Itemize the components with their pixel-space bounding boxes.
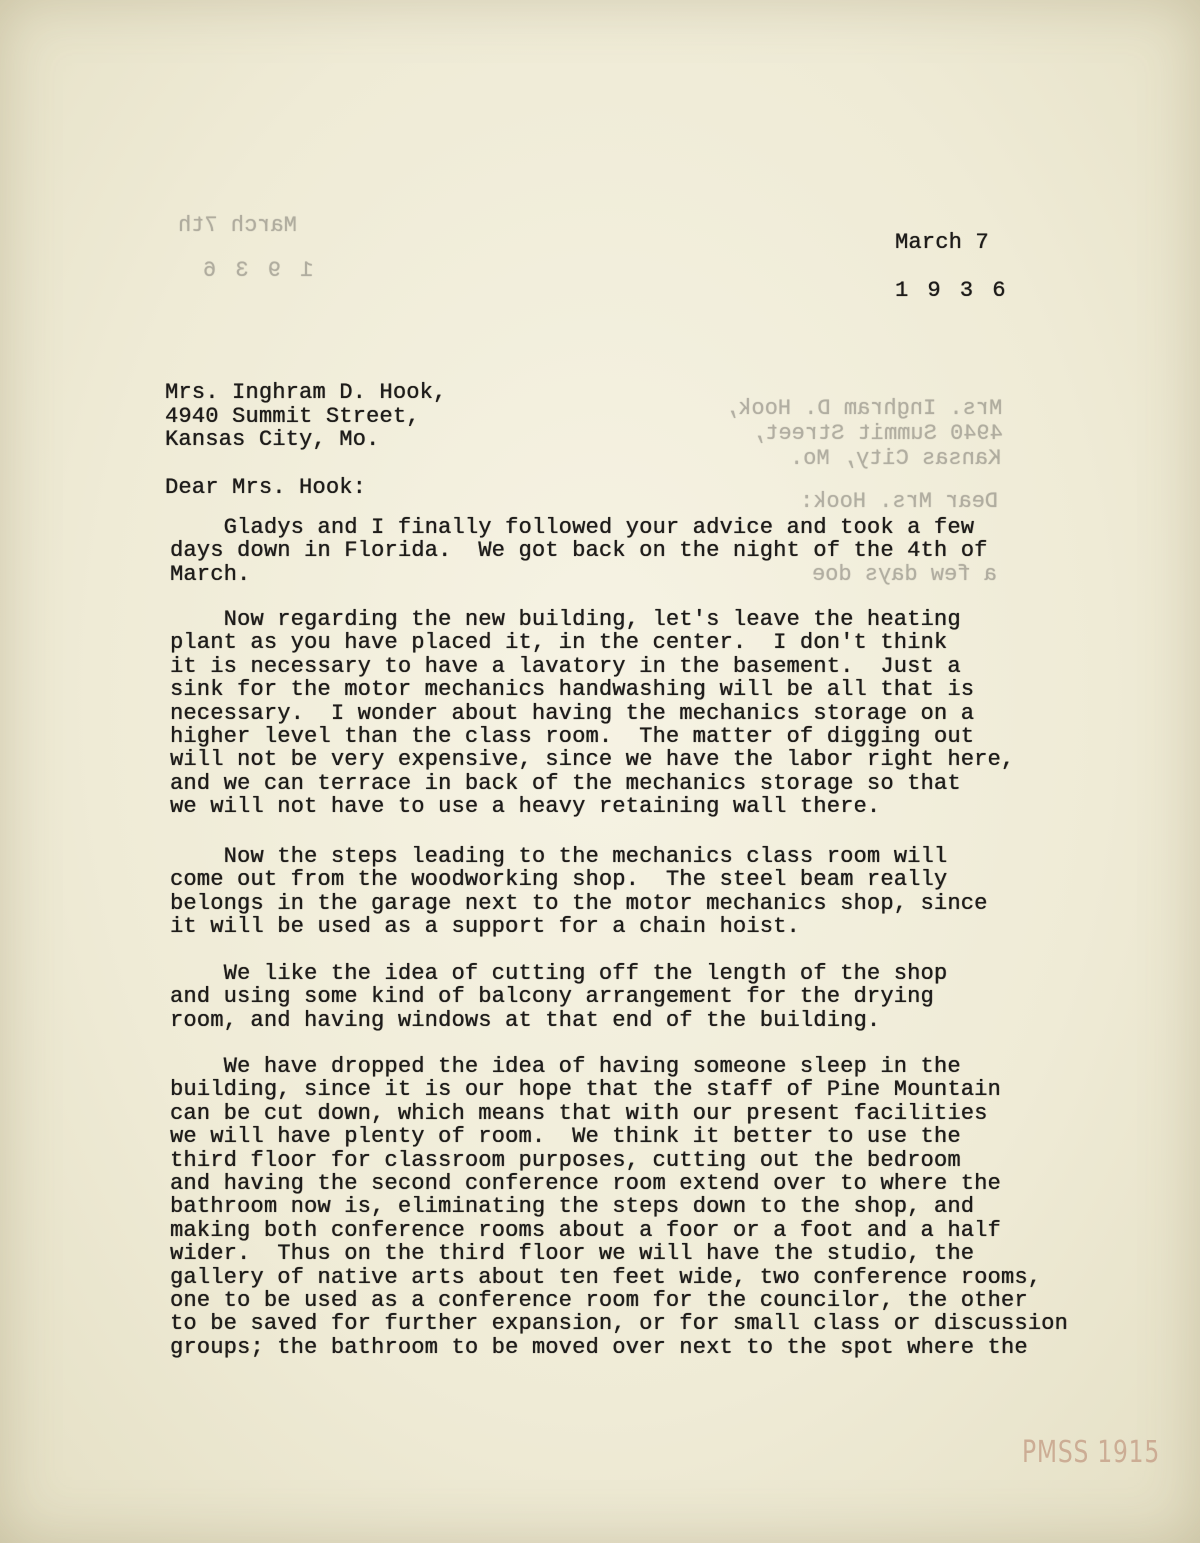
paragraph-line: groups; the bathroom to be moved over next to the spot where the <box>170 1334 1028 1360</box>
salutation: Dear Mrs. Hook: <box>165 475 367 500</box>
paragraph-line: days down in Florida. We got back on the night of the 4th of <box>170 538 988 564</box>
ghost-fragment: a few days doe <box>812 562 997 587</box>
paragraph-line: belongs in the garage next to the motor mechanics shop, since <box>170 890 988 916</box>
paragraph-5 <box>170 1055 1068 1359</box>
paragraph-line: and having the second conference room extend over to where the <box>170 1171 1001 1197</box>
paragraph-line: We like the idea of cutting off the length of the shop <box>170 961 948 986</box>
paragraph-line: room, and having windows at that end of the building. <box>170 1007 881 1033</box>
paragraph-line: We have dropped the idea of having someone sleep in the <box>170 1054 961 1079</box>
paragraph-line: can be cut down, which means that with our present facilities <box>170 1100 988 1126</box>
paragraph-line: it will be used as a support for a chain hoist. <box>170 914 800 940</box>
ghost-date: March 7th <box>178 213 297 238</box>
paragraph-line: one to be used as a conference room for the councilor, the other <box>170 1288 1028 1314</box>
paragraph-line: necessary. I wonder about having the mechanics storage on a <box>170 700 975 726</box>
ghost-name: Mrs. Inghram D. Hook, <box>725 396 1003 421</box>
paragraph-line: March. <box>170 561 251 587</box>
paragraph-line: will not be very expensive, since we have the labor right here, <box>170 747 1015 773</box>
paragraph-4 <box>170 962 947 1032</box>
letter-year: 1 9 3 6 <box>895 278 1009 303</box>
paragraph-3 <box>170 845 988 939</box>
ghost-street: 4940 Summit Street, <box>752 421 1003 446</box>
paragraph-line: gallery of native arts about ten feet wide, two conference rooms, <box>170 1264 1042 1290</box>
paragraph-line: and using some kind of balcony arrangement for the drying <box>170 984 934 1010</box>
paragraph-line: come out from the woodworking shop. The steel beam really <box>170 867 948 893</box>
paragraph-line: we will have plenty of room. We think it better to use the <box>170 1124 961 1150</box>
paragraph-line: third floor for classroom purposes, cutting out the bedroom <box>170 1147 961 1173</box>
paragraph-2 <box>170 608 1014 819</box>
archive-watermark: PMSS 1915 <box>1022 1435 1161 1470</box>
paragraph-line: Now the steps leading to the mechanics class room will <box>170 844 948 869</box>
letter-date: March 7 <box>895 230 989 255</box>
paragraph-1 <box>170 516 988 586</box>
paragraph-line: wider. Thus on the third floor we will have the studio, the <box>170 1241 975 1267</box>
paragraph-line: making both conference rooms about a foor or a foot and a half <box>170 1217 1001 1243</box>
paragraph-line: higher level than the class room. The matter of digging out <box>170 724 975 750</box>
paragraph-line: building, since it is our hope that the staff of Pine Mountain <box>170 1077 1001 1103</box>
paragraph-line: plant as you have placed it, in the center. I don't think <box>170 630 948 656</box>
paragraph-line: Now regarding the new building, let's leave the heating <box>170 607 961 632</box>
ghost-city: Kansas City, Mo. <box>790 446 1002 471</box>
paragraph-line: it is necessary to have a lavatory in the basement. Just a <box>170 653 961 679</box>
paragraph-line: bathroom now is, eliminating the steps down to the shop, and <box>170 1194 975 1220</box>
paragraph-line: we will not have to use a heavy retaining wall there. <box>170 794 881 820</box>
ghost-salutation: Dear Mrs. Hook: <box>800 489 999 514</box>
recipient-city: Kansas City, Mo. <box>165 427 380 452</box>
recipient-street: 4940 Summit Street, <box>165 404 420 429</box>
paragraph-line: sink for the motor mechanics handwashing will be all that is <box>170 677 975 703</box>
paragraph-line: to be saved for further expansion, or for small class or discussion <box>170 1311 1068 1337</box>
recipient-name: Mrs. Inghram D. Hook, <box>165 380 447 405</box>
ghost-year: 1 9 3 6 <box>200 258 314 283</box>
paragraph-line: Gladys and I finally followed your advice and took a few <box>170 515 975 540</box>
paragraph-line: and we can terrace in back of the mechanics storage so that <box>170 770 961 796</box>
